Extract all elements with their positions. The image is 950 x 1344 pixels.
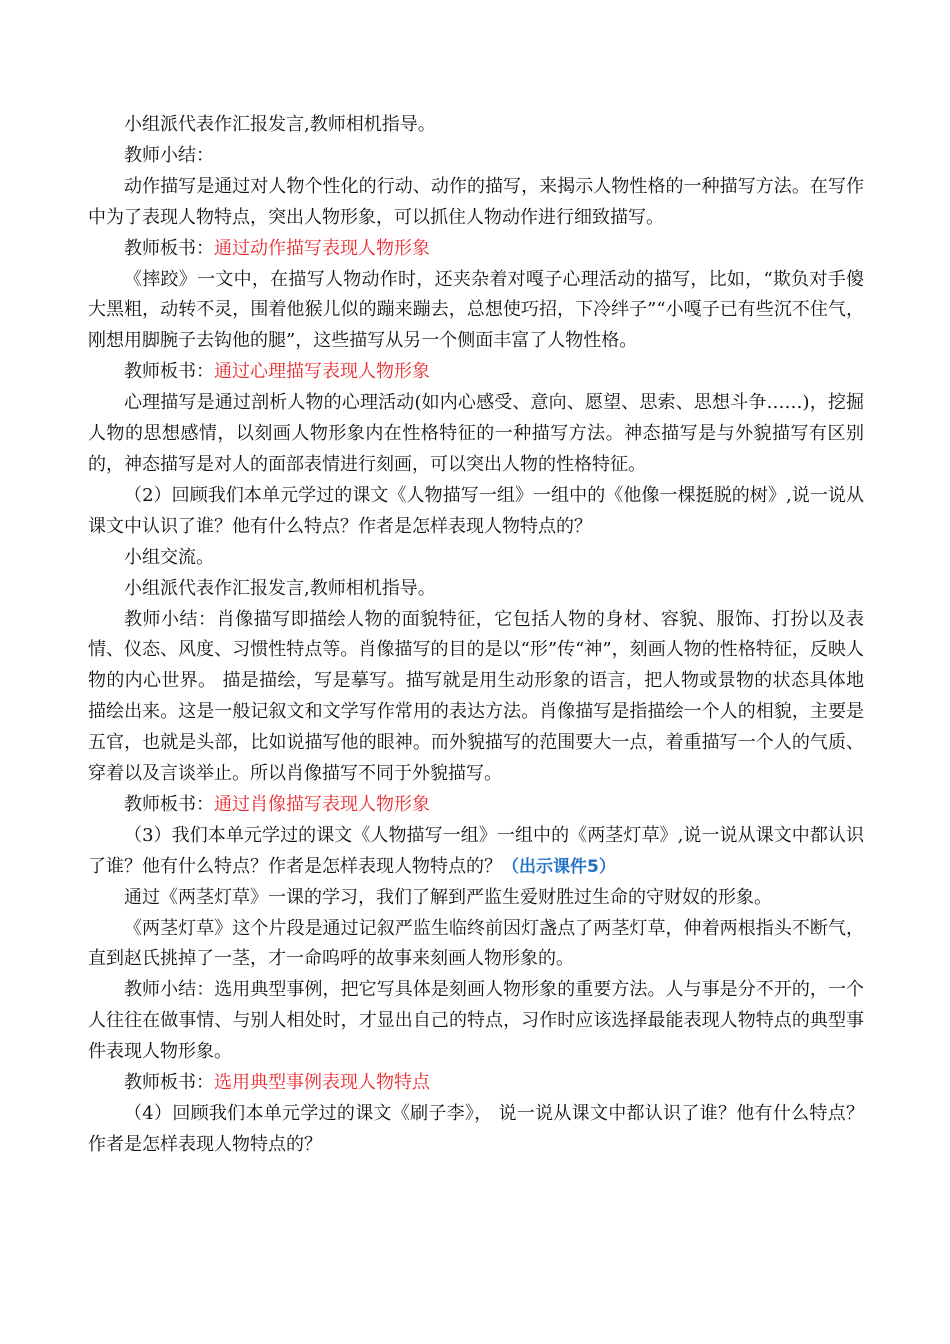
blackboard-highlight: 选用典型事例表现人物特点 xyxy=(214,1072,430,1094)
paragraph: 《两茎灯草》这个片段是通过记叙严监生临终前因灯盏点了两茎灯草，伸着两根指头不断气，直到赵氏挑掉了一茎，才一命呜呼的故事来刻画人物形象的。 xyxy=(88,917,864,970)
paragraph: （4）回顾我们本单元学过的课文《刷子李》， 说一说从课文中都认识了谁？他有什么特点？作者是怎样表现人物特点的？ xyxy=(88,1103,864,1155)
blackboard-note xyxy=(88,357,864,388)
paragraph: 小组派代表作汇报发言,教师相机指导。 xyxy=(124,114,436,135)
blackboard-label: 教师板书： xyxy=(124,237,214,259)
blackboard-label: 教师板书： xyxy=(124,1072,214,1094)
courseware-note: （出示课件5） xyxy=(502,856,616,877)
blackboard-highlight: 通过心理描写表现人物形象 xyxy=(214,361,430,383)
blackboard-highlight: 通过动作描写表现人物形象 xyxy=(214,237,430,259)
paragraph: 教师小结：肖像描写即描绘人物的面貌特征，它包括人物的身材、容貌、服饰、打扮以及表情、仪态、风度、习惯性特点等。肖像描写的目的是以“形”传“神”，刻画人物的性格特征，反映人物的内心世界。 描是描绘，写是摹写。描写就是用生动形象的语言，把人物或景物的状态具体地描绘出来。这是一般记叙文和文学写作常用的表达方法。肖像描写是指描绘一个人的相貌，主要是五官，也就是头部，比如说描写他的眼神。而外貌描写的范围要大一点，着重描写一个人的气质、穿着以及言谈举止。所以肖像描写不同于外貌描写。 xyxy=(88,608,864,785)
paragraph: 教师小结：选用典型事例，把它写具体是刻画人物形象的重要方法。人与事是分不开的，一个人往往在做事情、与别人相处时，才显出自己的特点，习作时应该选择最能表现人物特点的典型事件表现人物形象。 xyxy=(88,979,864,1063)
blackboard-label: 教师板书： xyxy=(124,793,214,815)
document-page xyxy=(88,110,864,1161)
paragraph-text: （3）我们本单元学过的课文《人物描写一组》一组中的《两茎灯草》,说一说从课文中都认识了谁？他有什么特点？作者是怎样表现人物特点的？ xyxy=(88,824,864,877)
paragraph: 《摔跤》一文中，在描写人物动作时，还夹杂着对嘎子心理活动的描写，比如，“欺负对手傻大黑粗，动转不灵，围着他猴儿似的蹦来蹦去，总想使巧招，下冷绊子”“小嘎子已有些沉不住气，刚想用脚腕子去钩他的腿”，这些描写从另一个侧面丰富了人物性格。 xyxy=(88,268,864,352)
paragraph: 小组交流。 xyxy=(124,546,214,568)
blackboard-note xyxy=(88,1068,864,1099)
paragraph: 动作描写是通过对人物个性化的行动、动作的描写，来揭示人物性格的一种描写方法。在写作中为了表现人物特点，突出人物形象，可以抓住人物动作进行细致描写。 xyxy=(88,175,864,228)
paragraph: （2）回顾我们本单元学过的课文《人物描写一组》一组中的《他像一棵挺脱的树》,说一说从课文中认识了谁？他有什么特点？作者是怎样表现人物特点的？ xyxy=(88,484,864,537)
paragraph: 小组派代表作汇报发言,教师相机指导。 xyxy=(124,577,436,599)
paragraph: 通过《两茎灯草》一课的学习，我们了解到严监生爱财胜过生命的守财奴的形象。 xyxy=(124,886,772,908)
paragraph xyxy=(88,821,864,883)
blackboard-note xyxy=(88,234,864,265)
paragraph: 心理描写是通过剖析人物的心理活动(如内心感受、意向、愿望、思索、思想斗争……)，挖掘人物的思想感情，以刻画人物形象内在性格特征的一种描写方法。神态描写是与外貌描写有区别的，神态描写是对人的面部表情进行刻画，可以突出人物的性格特征。 xyxy=(88,392,864,475)
blackboard-label: 教师板书： xyxy=(124,361,214,383)
blackboard-highlight: 通过肖像描写表现人物形象 xyxy=(214,793,430,815)
blackboard-note xyxy=(88,790,864,821)
paragraph: 教师小结： xyxy=(124,144,214,166)
